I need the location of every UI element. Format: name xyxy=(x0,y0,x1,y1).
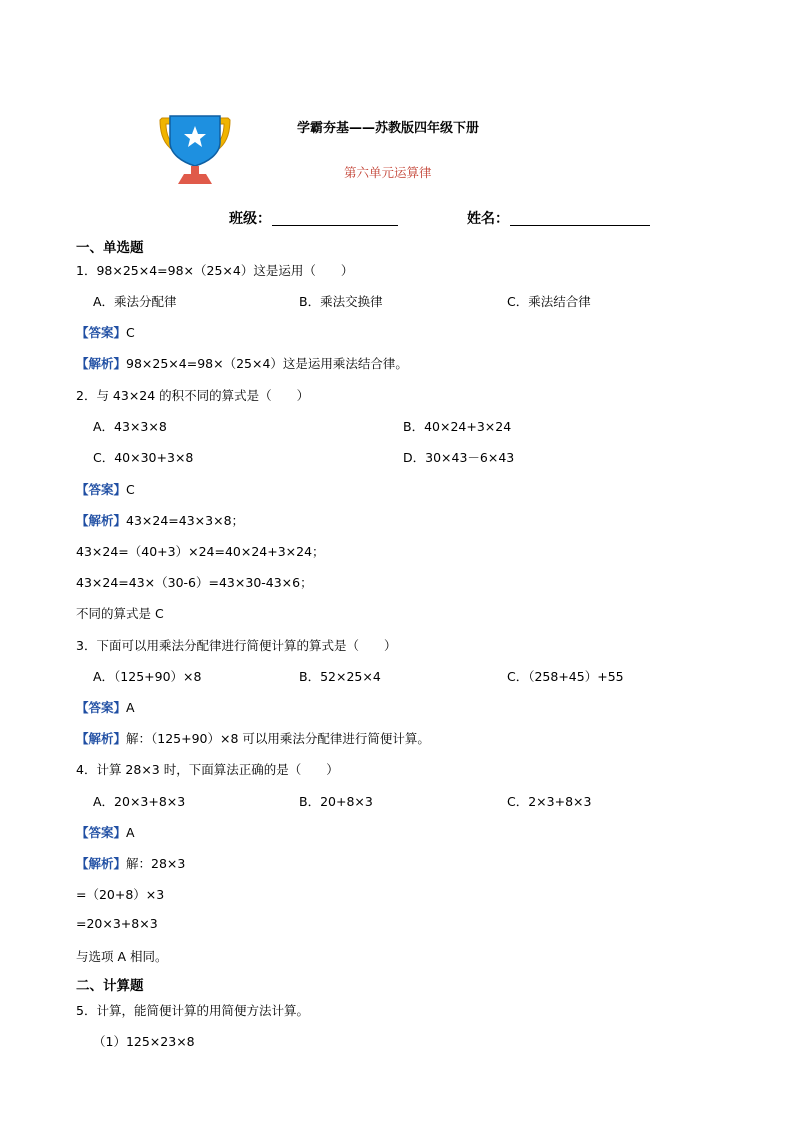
answer-tag: 【答案】 xyxy=(76,700,127,715)
name-label: 姓名： xyxy=(467,211,509,227)
q3-option-c: C．（258+45）+55 xyxy=(507,669,624,684)
q2-answer-row xyxy=(76,480,135,498)
page-title: 学霸夯基——苏教版四年级下册 xyxy=(297,121,480,136)
q4-analysis-line-3: 与选项 A 相同。 xyxy=(76,949,168,964)
q2-option-a: A．43×3×8 xyxy=(93,419,167,434)
answer-tag: 【答案】 xyxy=(76,482,127,497)
unit-subtitle: 第六单元运算律 xyxy=(344,165,432,180)
trophy-icon xyxy=(154,112,236,186)
q1-stem: 1．98×25×4=98×（25×4）这是运用（ ） xyxy=(76,263,354,278)
q2-analysis-line-3: 不同的算式是 C xyxy=(76,606,164,621)
analysis-tag: 【解析】 xyxy=(76,731,127,746)
q3-answer: A xyxy=(126,700,135,715)
q2-option-b: B．40×24+3×24 xyxy=(403,419,512,434)
q4-option-b: B．20+8×3 xyxy=(299,794,373,809)
q4-answer: A xyxy=(126,825,135,840)
name-blank-line[interactable] xyxy=(510,225,650,226)
q1-analysis: 98×25×4=98×（25×4）这是运用乘法结合律。 xyxy=(126,356,408,371)
q3-option-a: A．（125+90）×8 xyxy=(93,669,202,684)
q1-answer: C xyxy=(126,325,135,340)
q4-option-a: A．20×3+8×3 xyxy=(93,794,186,809)
q3-option-b: B．52×25×4 xyxy=(299,669,381,684)
q4-analysis-row xyxy=(76,854,185,872)
q3-analysis-row xyxy=(76,729,430,747)
q1-option-b: B．乘法交换律 xyxy=(299,294,383,309)
q4-analysis-line-1: =（20+8）×3 xyxy=(76,887,165,902)
q1-answer-row xyxy=(76,323,135,341)
q2-analysis: 43×24=43×3×8； xyxy=(126,513,245,528)
q2-answer: C xyxy=(126,482,135,497)
analysis-tag: 【解析】 xyxy=(76,856,127,871)
q3-stem: 3．下面可以用乘法分配律进行简便计算的算式是（ ） xyxy=(76,638,397,653)
q4-stem: 4．计算 28×3 时，下面算法正确的是（ ） xyxy=(76,762,339,777)
q2-option-d: D．30×43－6×43 xyxy=(403,450,515,465)
q2-option-c: C．40×30+3×8 xyxy=(93,450,194,465)
q4-answer-row xyxy=(76,823,135,841)
q4-option-c: C．2×3+8×3 xyxy=(507,794,592,809)
q1-analysis-row xyxy=(76,354,408,372)
q5-stem: 5．计算，能简便计算的用简便方法计算。 xyxy=(76,1003,309,1018)
q4-analysis: 解：28×3 xyxy=(126,856,186,871)
answer-tag: 【答案】 xyxy=(76,825,127,840)
q2-analysis-row xyxy=(76,511,244,529)
q1-option-a: A．乘法分配律 xyxy=(93,294,177,309)
q2-analysis-line-2: 43×24=43×（30-6）=43×30-43×6； xyxy=(76,575,313,590)
answer-tag: 【答案】 xyxy=(76,325,127,340)
class-label: 班级： xyxy=(229,211,271,227)
q2-stem: 2．与 43×24 的积不同的算式是（ ） xyxy=(76,388,310,403)
section-heading-calculation: 二、计算题 xyxy=(76,978,144,994)
section-heading-single-choice: 一、单选题 xyxy=(76,240,144,256)
class-blank-line[interactable] xyxy=(272,225,398,226)
analysis-tag: 【解析】 xyxy=(76,513,127,528)
q3-answer-row xyxy=(76,698,135,716)
q4-analysis-line-2: =20×3+8×3 xyxy=(76,916,158,931)
q3-analysis: 解：（125+90）×8 可以用乘法分配律进行简便计算。 xyxy=(126,731,430,746)
q1-option-c: C．乘法结合律 xyxy=(507,294,591,309)
analysis-tag: 【解析】 xyxy=(76,356,127,371)
q2-analysis-line-1: 43×24=（40+3）×24=40×24+3×24； xyxy=(76,544,325,559)
q5-sub1: （1）125×23×8 xyxy=(93,1034,195,1049)
